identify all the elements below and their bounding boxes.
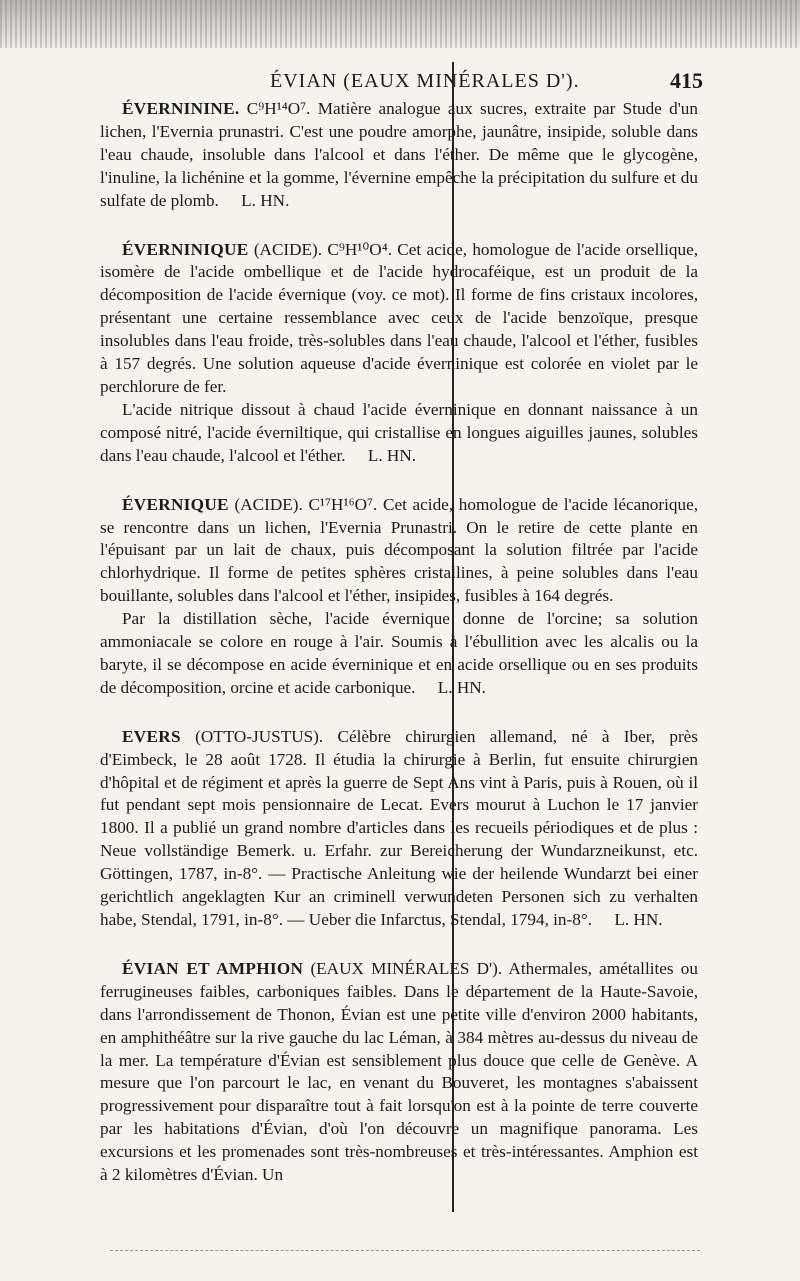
page-body [100, 98, 698, 1213]
page-header [0, 66, 800, 96]
entry-headword: ÉVERNININE. [122, 99, 240, 118]
bottom-rule [110, 1250, 700, 1252]
entry-signature: L. HN. [614, 910, 663, 929]
entry-paragraph [100, 726, 698, 932]
entry-headword: ÉVERNINIQUE [122, 239, 249, 259]
entry-text-2: L'acide nitrique dissout à chaud l'acide éverninique en donnant naissance à un composé nitré, l'acide éverniltique, qui cristallise en longues aiguilles jaunes, solubles dans l'eau chaude, l'alcool et l'éther. [100, 399, 698, 465]
entry-text-2: Par la distillation sèche, l'acide évernique donne de l'orcine; sa solution ammoniacale se colore en rouge à l'air. Soumis à l'ébullition avec les alcalis ou la baryte, il se décompose en acide éverninique et en acide orsellique ou en ses produits de décomposition, orcine et acide carbonique. [100, 609, 698, 697]
entry-headword: EVERS [122, 726, 181, 746]
entry-text: (OTTO-JUSTUS). Célèbre chirurgien allemand, né à Iber, près d'Eimbeck, le 28 août 1728. Il étudia la chirurgie à Berlin, fut ensuite chirurgien d'hôpital et de régiment et après la guerre de Sept Ans vint à Paris, puis à Rouen, où il fut pendant sept mois pensionnaire de Lecat. Evers mourut à Luchon le 17 janvier 1800. Il a publié un grand nombre d'articles dans les recueils périodiques et de plus : Neue vollständige Bemerk. u. Erfahr. zur Bereicherung der Wundarzneikunst, etc. Göttingen, 1787, in-8°. — Practische Anleitung wie der heilende Wundarzt bei einer gerichtlich angeklagten Kur an criminell verwundeten Personen sich zu verhalten habe, Stendal, 1791, in-8°. — Ueber die Infarctus, Stendal, 1794, in-8°. [100, 726, 698, 929]
entry-signature: L. HN. [367, 445, 417, 465]
entry-text: (ACIDE). C⁹H¹⁰O⁴. Cet acide, homologue de l'acide orsellique, isomère de l'acide ombellique et de l'acide hydrocaféique, est un produit de la décomposition de l'acide évernique (voy. ce mot). Il forme de fins cristaux incolores, présentant une certaine ressemblance avec ceux de l'acide benzoïque, presque insolubles dans l'eau froide, très-solubles dans l'eau chaude, l'alcool et l'éther, fusibles à 157 degrés. Une solution aqueuse d'acide éverninique est colorée en violet par le perchlorure de fer. [100, 239, 699, 396]
entry-paragraph [100, 98, 698, 213]
entry-signature: L. HN. [437, 677, 486, 697]
entry-paragraph-2 [100, 399, 698, 468]
entry-evernique [100, 494, 698, 700]
scan-noise-band [0, 0, 800, 48]
entry-text: (EAUX MINÉRALES D'). Athermales, amétallites ou ferrugineuses faibles, carboniques faibles. Dans le département de la Haute-Savoie, dans l'arrondissement de Thonon, Évian est une petite ville d'environ 2000 habitants, en amphithéâtre sur la rive gauche du lac Léman, à 384 mètres au-dessus du niveau de la mer. La température d'Évian est sensiblement plus douce que celle de Genève. A mesure que l'on parcourt le lac, en venant du Bouveret, les montagnes s'abaissent progressivement pour disparaître tout à fait lorsqu'on est à la pointe de terre couverte par les habitations d'Évian, d'où l'on découvre un magnifique panorama. Les excursions et les promenades sont très-nombreuses et très-intéressantes. Amphion est à 2 kilomètres d'Évian. Un [100, 958, 698, 1185]
entry-evian-amphion [100, 958, 698, 1187]
entry-paragraph [100, 239, 698, 399]
entry-headword: ÉVERNIQUE [122, 494, 229, 514]
entry-everninique [100, 239, 698, 468]
entry-text: (ACIDE). C¹⁷H¹⁶O⁷. Cet acide, homologue de l'acide lécanorique, se rencontre dans un lichen, l'Evernia Prunastri. On le retire de cette plante en l'épuisant par un lait de chaux, puis décomposant la solution filtrée par l'acide chlorhydrique. Il forme de petites sphères cristallines, à peine solubles dans l'eau bouillante, solubles dans l'alcool et l'éther, insipides, fusibles à 164 degrés. [100, 494, 698, 606]
running-head: ÉVIAN (EAUX MINÉRALES D'). [270, 70, 580, 92]
entry-text: C⁹H¹⁴O⁷. Matière analogue aux sucres, extraite par Stude d'un lichen, l'Evernia prunastri. C'est une poudre amorphe, jaunâtre, insipide, soluble dans l'eau chaude, insoluble dans l'alcool et dans l'éther. De même que le glycogène, l'inuline, la lichénine et la gomme, l'évernine empêche la précipitation du sulfure et du sulfate de plomb. [100, 99, 698, 210]
page-number: 415 [670, 68, 703, 93]
entry-paragraph-2 [100, 608, 698, 700]
entry-headword: ÉVIAN ET AMPHION [122, 958, 304, 978]
entry-signature: L. HN. [241, 190, 290, 210]
entry-evers [100, 726, 698, 932]
entry-paragraph [100, 958, 698, 1187]
entry-paragraph [100, 494, 698, 609]
entry-everninine [100, 98, 698, 213]
